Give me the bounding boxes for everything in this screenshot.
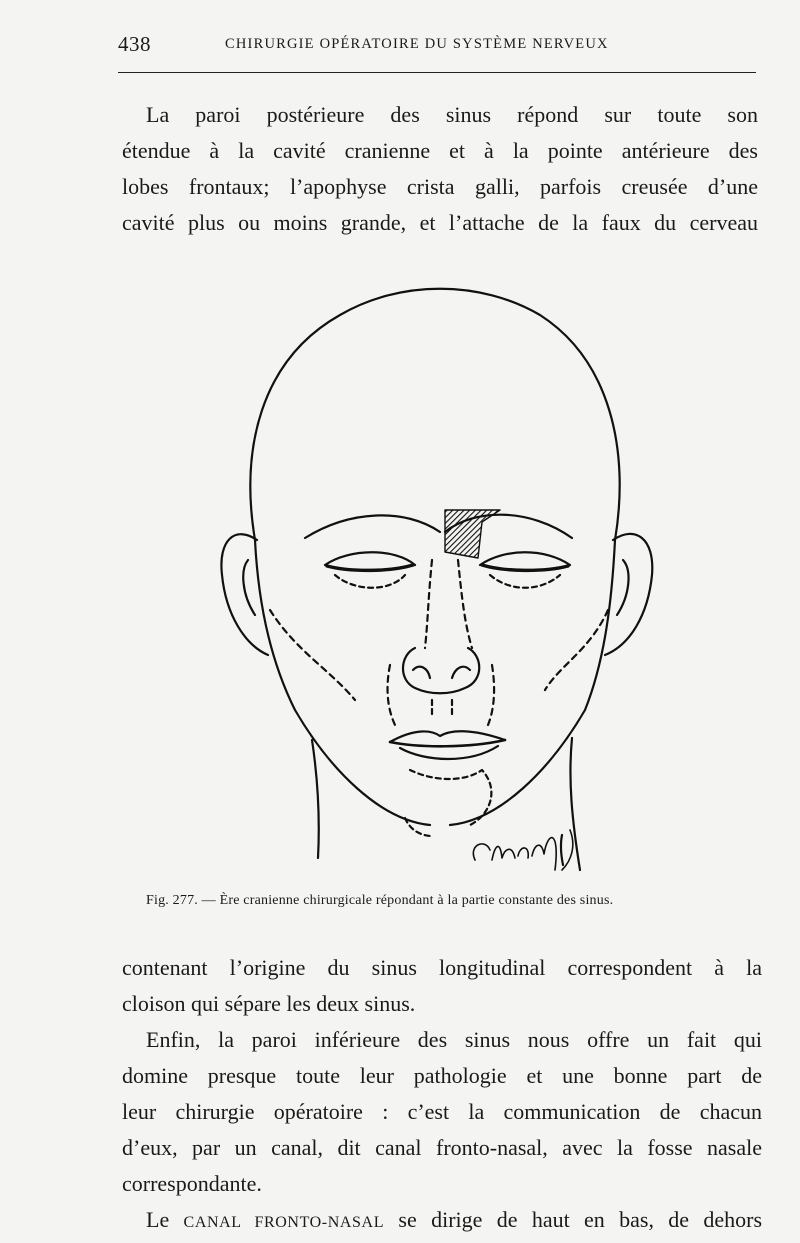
figure-head-illustration <box>200 270 660 890</box>
left-eye-lashes <box>327 565 413 570</box>
paragraph-line: correspondante. <box>122 1171 262 1196</box>
left-nasolabial <box>388 665 395 725</box>
right-ear <box>605 534 652 655</box>
page-number: 438 <box>118 32 151 56</box>
skull-outline <box>250 289 619 540</box>
upper-lip <box>390 731 505 742</box>
enfin-paragraph <box>122 1022 762 1202</box>
nose-bridge-right <box>458 560 472 648</box>
nose-bridge-left <box>425 560 432 648</box>
right-eye-lashes <box>482 565 568 570</box>
left-eye-lower <box>335 575 405 588</box>
right-cheek-line <box>545 610 608 690</box>
top-paragraph <box>122 97 758 241</box>
right-eye-lower <box>490 575 560 588</box>
paragraph-line: étendue à la cavité cranienne et à la pointe antérieure des <box>122 138 758 163</box>
canal-paragraph <box>122 1202 762 1241</box>
philtrum <box>432 700 452 715</box>
canal-lead: Le <box>146 1207 170 1232</box>
paragraph-line: cavité plus ou moins grande, et l’attache de la faux du cerveau <box>122 210 758 235</box>
right-eye-upper <box>480 552 570 565</box>
paragraph-line: Enfin, la paroi inférieure des sinus nous offre un fait qui <box>146 1027 762 1052</box>
canal-rest: se dirige de haut en bas, de dehors <box>398 1207 763 1232</box>
left-eye-upper <box>325 552 415 565</box>
paragraph-line: La paroi postérieure des sinus répond sur toute son <box>146 102 758 127</box>
canal-term: CANAL FRONTO-NASAL <box>183 1214 385 1231</box>
artist-signature <box>473 830 572 870</box>
left-eyebrow <box>305 515 440 538</box>
nose-tip <box>403 648 479 693</box>
neck-right-short <box>561 835 563 865</box>
paragraph-line: d’eux, par un canal, dit canal fronto-nasal, avec la fosse nasale <box>122 1135 762 1160</box>
sinus-hatched-area <box>445 510 500 558</box>
figure-caption: Fig. 277. — Ère cranienne chirurgicale répondant à la partie constante des sinus. <box>146 893 614 908</box>
left-ear-inner <box>243 560 255 615</box>
paragraph-line: lobes frontaux; l’apophyse crista galli, parfois creusée d’une <box>122 174 758 199</box>
paragraph-line: cloison qui sépare les deux sinus. <box>122 991 416 1016</box>
neck-left <box>312 740 319 858</box>
continuation-paragraph <box>122 950 762 1022</box>
left-cheek-line <box>270 610 355 700</box>
header-rule <box>118 72 756 73</box>
right-nostril <box>452 667 470 678</box>
page-header <box>118 28 756 62</box>
lower-lip <box>400 746 498 759</box>
right-nasolabial <box>488 665 494 725</box>
face-left-contour <box>255 540 430 825</box>
right-ear-inner <box>617 560 629 615</box>
lip-line <box>390 740 505 746</box>
paragraph-line: contenant l’origine du sinus longitudinal correspondent à la <box>122 955 762 980</box>
paragraph-line: domine presque toute leur pathologie et une bonne part de <box>122 1063 762 1088</box>
left-nostril <box>413 667 430 678</box>
running-title: CHIRURGIE OPÉRATOIRE DU SYSTÈME NERVEUX <box>225 36 609 52</box>
paragraph-line <box>122 1202 762 1241</box>
paragraph-line: leur chirurgie opératoire : c’est la communication de chacun <box>122 1099 762 1124</box>
